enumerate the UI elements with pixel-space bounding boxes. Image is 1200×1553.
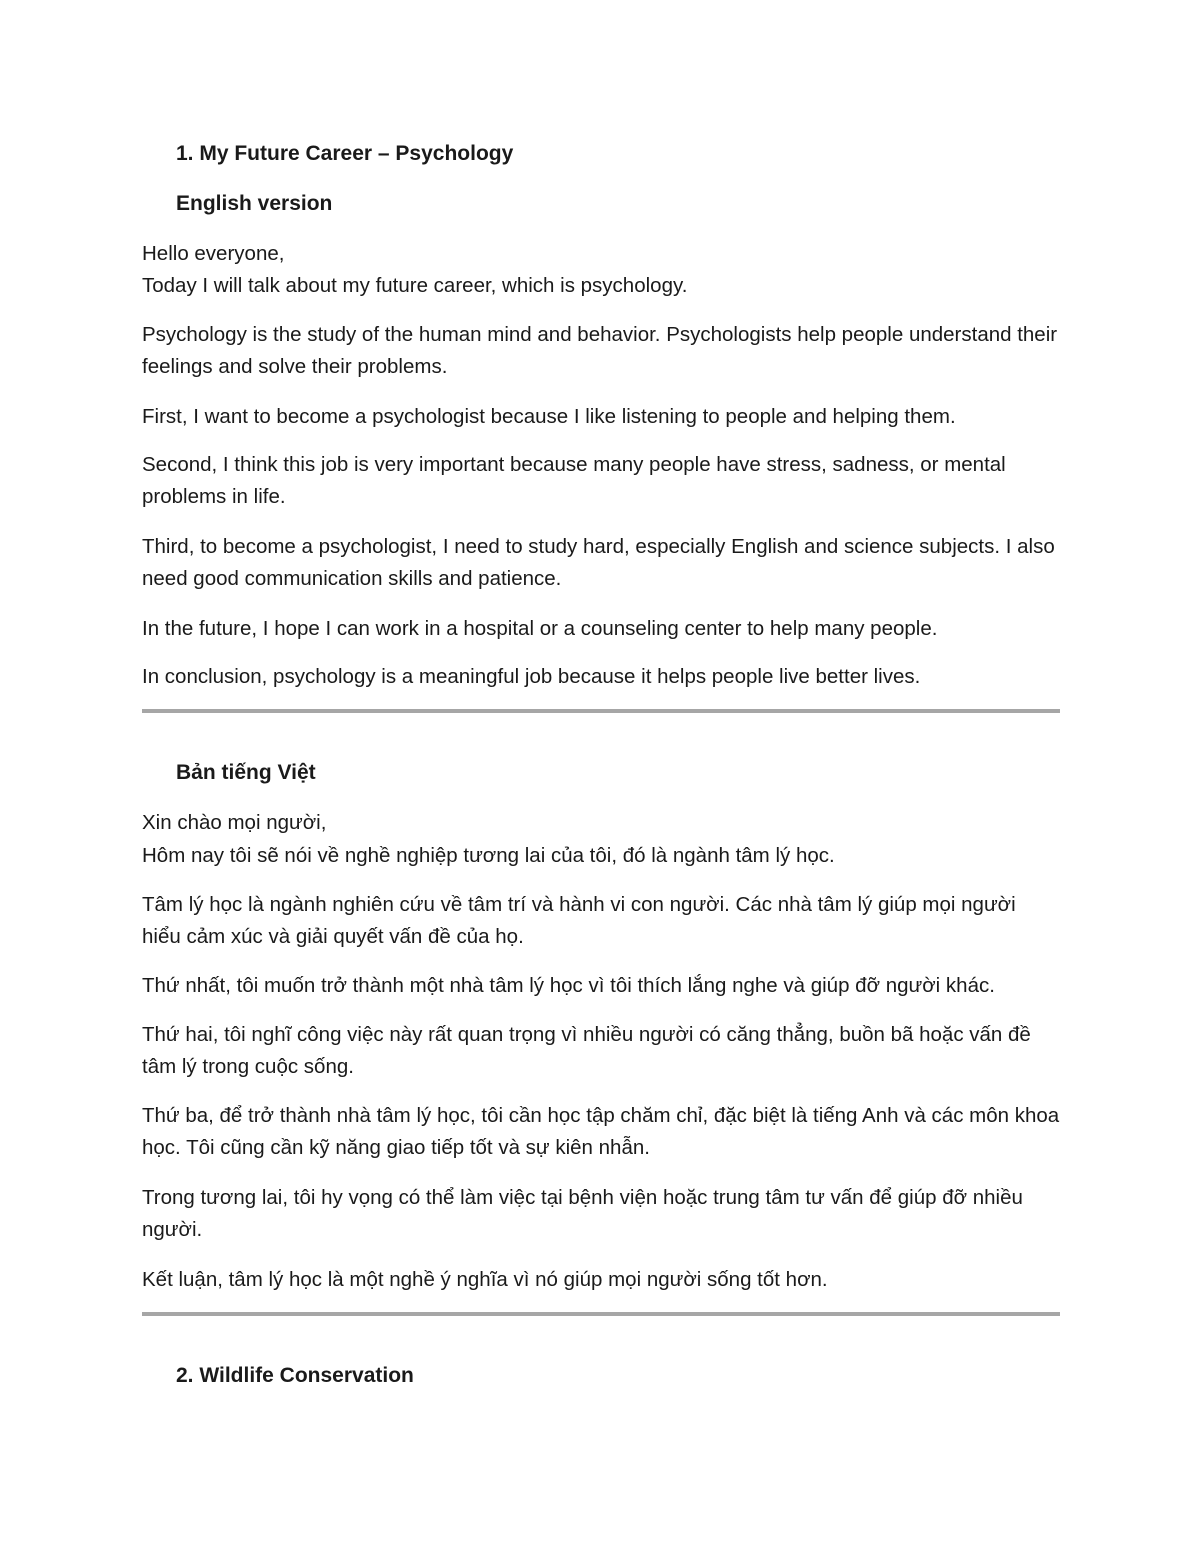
english-paragraph-3: Second, I think this job is very important because many people have stress, sadness, or mental problems in life. — [142, 453, 1006, 508]
section-divider — [142, 1312, 1060, 1316]
vietnamese-version-heading: Bản tiếng Việt — [176, 761, 316, 784]
english-intro: Today I will talk about my future career, which is psychology. — [142, 274, 688, 297]
english-greeting: Hello everyone, — [142, 242, 285, 265]
section1-title: 1. My Future Career – Psychology — [176, 142, 514, 165]
english-paragraph-6: In conclusion, psychology is a meaningful job because it helps people live better lives. — [142, 665, 921, 688]
vietnamese-paragraph-6: Kết luận, tâm lý học là một nghề ý nghĩa vì nó giúp mọi người sống tốt hơn. — [142, 1268, 828, 1291]
english-paragraph-1: Psychology is the study of the human mind and behavior. Psychologists help people understand their feelings and solve their problems. — [142, 323, 1058, 378]
vietnamese-paragraph-2: Thứ nhất, tôi muốn trở thành một nhà tâm lý học vì tôi thích lắng nghe và giúp đỡ người khác. — [142, 974, 995, 997]
english-version-heading: English version — [176, 192, 333, 215]
section-divider — [142, 709, 1060, 713]
section2-title: 2. Wildlife Conservation — [176, 1364, 414, 1387]
vietnamese-paragraph-4: Thứ ba, để trở thành nhà tâm lý học, tôi cần học tập chăm chỉ, đặc biệt là tiếng Anh và các môn khoa học. Tôi cũng cần kỹ năng giao tiếp tốt và sự kiên nhẫn. — [142, 1104, 1060, 1159]
vietnamese-paragraph-1: Tâm lý học là ngành nghiên cứu về tâm trí và hành vi con người. Các nhà tâm lý giúp mọi người hiểu cảm xúc và giải quyết vấn đề của họ. — [142, 893, 1016, 948]
vietnamese-intro: Hôm nay tôi sẽ nói về nghề nghiệp tương lai của tôi, đó là ngành tâm lý học. — [142, 844, 835, 867]
vietnamese-greeting: Xin chào mọi người, — [142, 811, 327, 834]
vietnamese-paragraph-5: Trong tương lai, tôi hy vọng có thể làm việc tại bệnh viện hoặc trung tâm tư vấn để giúp đỡ nhiều người. — [142, 1186, 1023, 1241]
english-paragraph-2: First, I want to become a psychologist because I like listening to people and helping them. — [142, 405, 956, 428]
vietnamese-paragraph-3: Thứ hai, tôi nghĩ công việc này rất quan trọng vì nhiều người có căng thẳng, buồn bã hoặc vấn đề tâm lý trong cuộc sống. — [142, 1023, 1031, 1078]
english-paragraph-4: Third, to become a psychologist, I need to study hard, especially English and science subjects. I also need good communication skills and patience. — [142, 535, 1055, 590]
english-paragraph-5: In the future, I hope I can work in a hospital or a counseling center to help many people. — [142, 617, 938, 640]
